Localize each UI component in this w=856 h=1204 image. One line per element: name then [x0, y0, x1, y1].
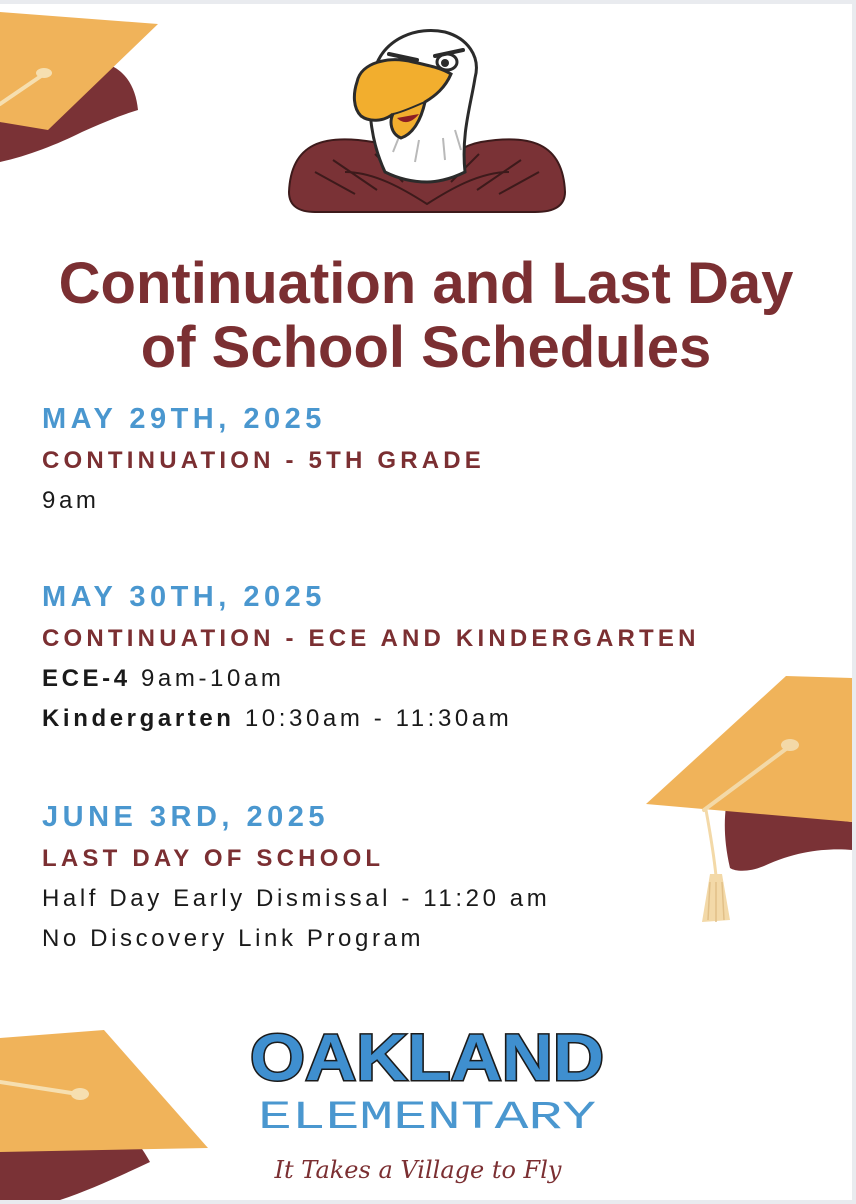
section-date: MAY 30TH, 2025: [42, 581, 326, 613]
page-title-line-1: Continuation and Last Day: [58, 251, 794, 316]
page-title-line-2: of School Schedules: [140, 315, 712, 380]
logo-tagline: It Takes a Village to Fly: [274, 1156, 562, 1184]
graduation-cap-icon: [640, 672, 852, 932]
schedule-section-may-30: [42, 580, 700, 734]
section-event: CONTINUATION - 5TH GRADE: [42, 447, 486, 474]
schedule-detail: No Discovery Link Program: [42, 925, 425, 952]
schedule-time: 10:30am - 11:30am: [244, 705, 513, 732]
section-date: MAY 29TH, 2025: [42, 403, 326, 435]
schedule-time: 9am: [42, 487, 100, 514]
logo-subtitle: ELEMENTARY: [258, 1096, 596, 1141]
schedule-time: 9am-10am: [140, 665, 285, 692]
schedule-line-ece4: [42, 664, 700, 694]
schedule-line: [42, 486, 485, 516]
graduation-cap-icon: [0, 4, 170, 164]
schedule-line: [42, 884, 550, 914]
page-title: [0, 252, 852, 380]
schedule-line-kindergarten: [42, 704, 700, 734]
schedule-section-may-29: [42, 402, 485, 516]
schedule-line: [42, 924, 550, 954]
graduation-cap-icon: [0, 1024, 214, 1200]
schedule-detail: Half Day Early Dismissal - 11:20 am: [42, 885, 551, 912]
logo-name: OAKLAND: [250, 1020, 604, 1094]
schedule-label: ECE-4: [42, 665, 131, 692]
flyer-page: [0, 4, 852, 1200]
section-date: JUNE 3RD, 2025: [42, 801, 330, 833]
eagle-mascot-icon: [285, 22, 569, 218]
section-event: LAST DAY OF SCHOOL: [42, 845, 385, 872]
oakland-logo: [246, 1016, 608, 1192]
schedule-label: Kindergarten: [42, 705, 235, 732]
schedule-section-june-3: [42, 800, 550, 954]
section-event: CONTINUATION - ECE AND KINDERGARTEN: [42, 625, 700, 652]
